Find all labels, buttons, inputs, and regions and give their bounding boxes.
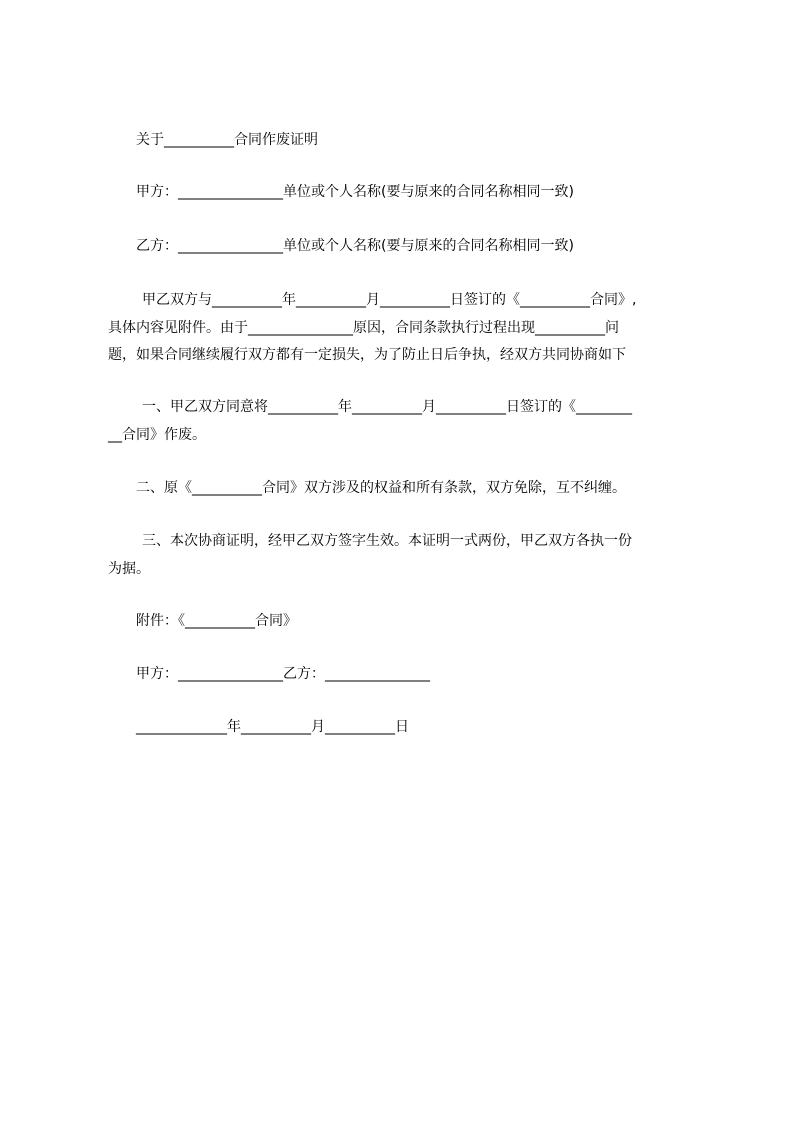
signature-line: 甲方：_______________乙方：_______________ <box>136 666 430 682</box>
document-title: 关于__________合同作废证明 <box>136 132 318 148</box>
clause-3-line: 为据。 <box>108 561 150 577</box>
clause-1-line: __合同》作废。 <box>108 427 206 443</box>
party-a-field: 甲方：_______________单位或个人名称(要与原来的合同名称相同一致) <box>136 184 574 200</box>
date-line: _____________年__________月__________日 <box>136 719 409 735</box>
intro-paragraph-line: 具体内容见附件。由于_______________原因，合同条款执行过程出现__________问 <box>108 320 619 336</box>
party-b-field: 乙方：_______________单位或个人名称(要与原来的合同名称相同一致) <box>136 238 574 254</box>
clause-1-line: 一、甲乙双方同意将__________年__________月__________日签订的《________ <box>142 399 632 415</box>
intro-paragraph-line: 甲乙双方与__________年__________月__________日签订的《__________合同》, <box>142 292 637 308</box>
intro-paragraph-line: 题，如果合同继续履行双方都有一定损失，为了防止日后争执，经双方共同协商如下 <box>108 347 626 363</box>
clause-3-line: 三、本次协商证明，经甲乙双方签字生效。本证明一式两份，甲乙双方各执一份 <box>142 533 632 549</box>
attachment-line: 附件：《__________合同》 <box>136 613 297 629</box>
clause-2-line: 二、原《__________合同》双方涉及的权益和所有条款，双方免除，互不纠缠。 <box>136 480 626 496</box>
